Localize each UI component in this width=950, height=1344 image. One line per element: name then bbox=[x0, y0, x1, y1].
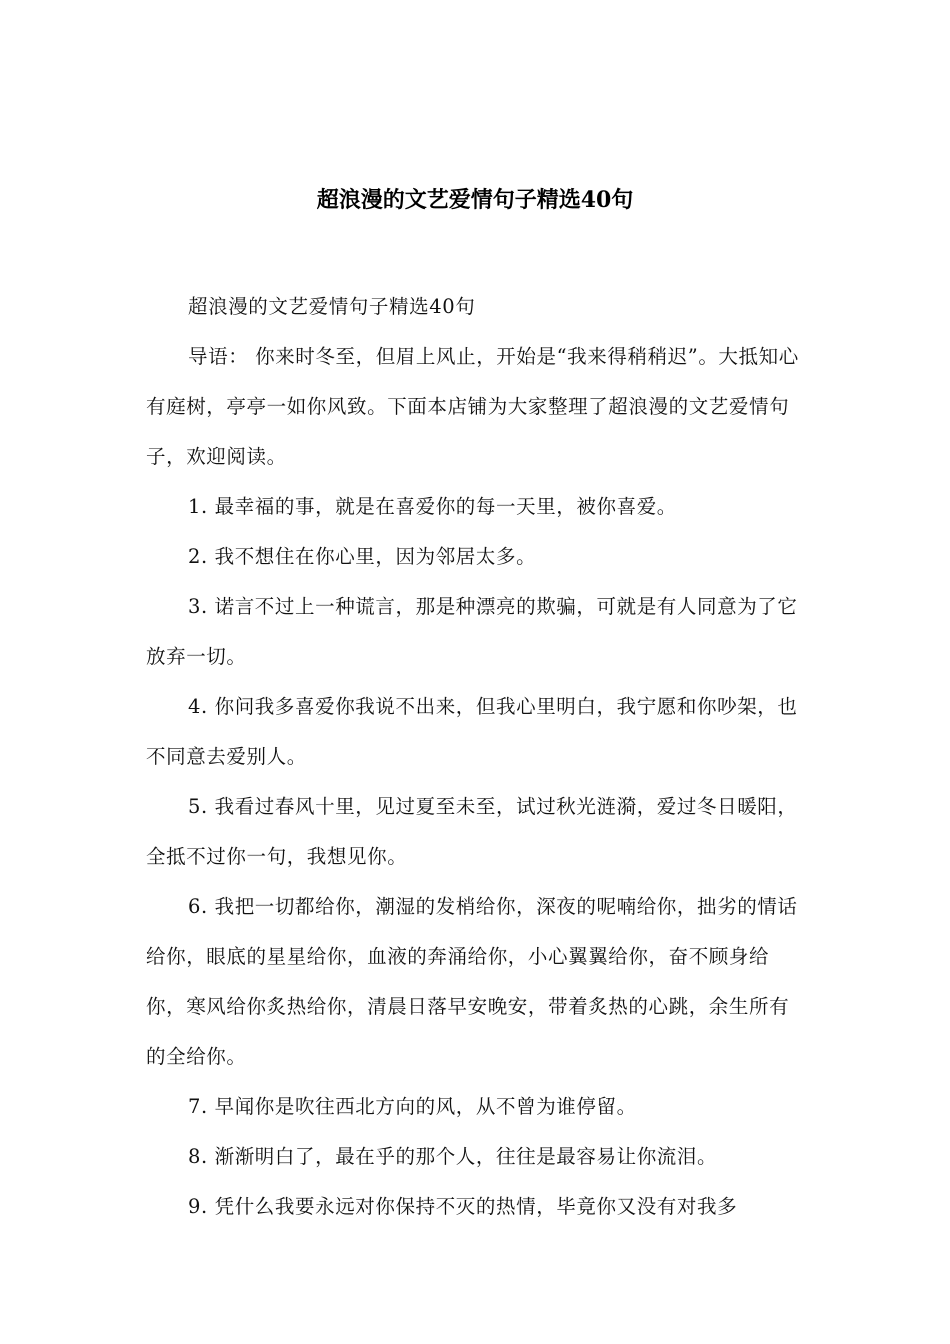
page-title: 超浪漫的文艺爱情句子精选40句 bbox=[316, 187, 634, 213]
list-item: 5. 我看过春风十里，见过夏至未至，试过秋光涟漪，爱过冬日暖阳，全抵不过你一句，我想见你。 bbox=[146, 795, 798, 868]
list-item: 6. 我把一切都给你，潮湿的发梢给你，深夜的呢喃给你，拙劣的情话给你，眼底的星星给你，血液的奔涌给你，小心翼翼给你，奋不顾身给你，寒风给你炙热给你，清晨日落早安晚安，带着炙热的心跳，余生所有的全给你。 bbox=[146, 895, 798, 1068]
list-item: 9. 凭什么我要永远对你保持不灭的热情，毕竟你又没有对我多 bbox=[188, 1195, 738, 1218]
paragraph-intro: 导语： 你来时冬至，但眉上风止，开始是“我来得稍稍迟”。大抵知心有庭树，亭亭一如你风致。下面本店铺为大家整理了超浪漫的文艺爱情句子，欢迎阅读。 bbox=[146, 345, 799, 468]
list-item: 4. 你问我多喜爱你我说不出来，但我心里明白，我宁愿和你吵架，也不同意去爱别人。 bbox=[146, 695, 798, 768]
list-item: 3. 诺言不过上一种谎言，那是种漂亮的欺骗，可就是有人同意为了它放弃一切。 bbox=[146, 595, 798, 668]
list-item: 8. 渐渐明白了，最在乎的那个人，往往是最容易让你流泪。 bbox=[188, 1145, 718, 1168]
document-body bbox=[146, 282, 806, 1232]
list-item: 2. 我不想住在你心里，因为邻居太多。 bbox=[188, 545, 537, 568]
list-item: 7. 早闻你是吹往西北方向的风，从不曾为谁停留。 bbox=[188, 1095, 637, 1118]
paragraph-subtitle: 超浪漫的文艺爱情句子精选40句 bbox=[188, 295, 476, 318]
list-item: 1. 最幸福的事，就是在喜爱你的每一天里，被你喜爱。 bbox=[188, 495, 677, 518]
